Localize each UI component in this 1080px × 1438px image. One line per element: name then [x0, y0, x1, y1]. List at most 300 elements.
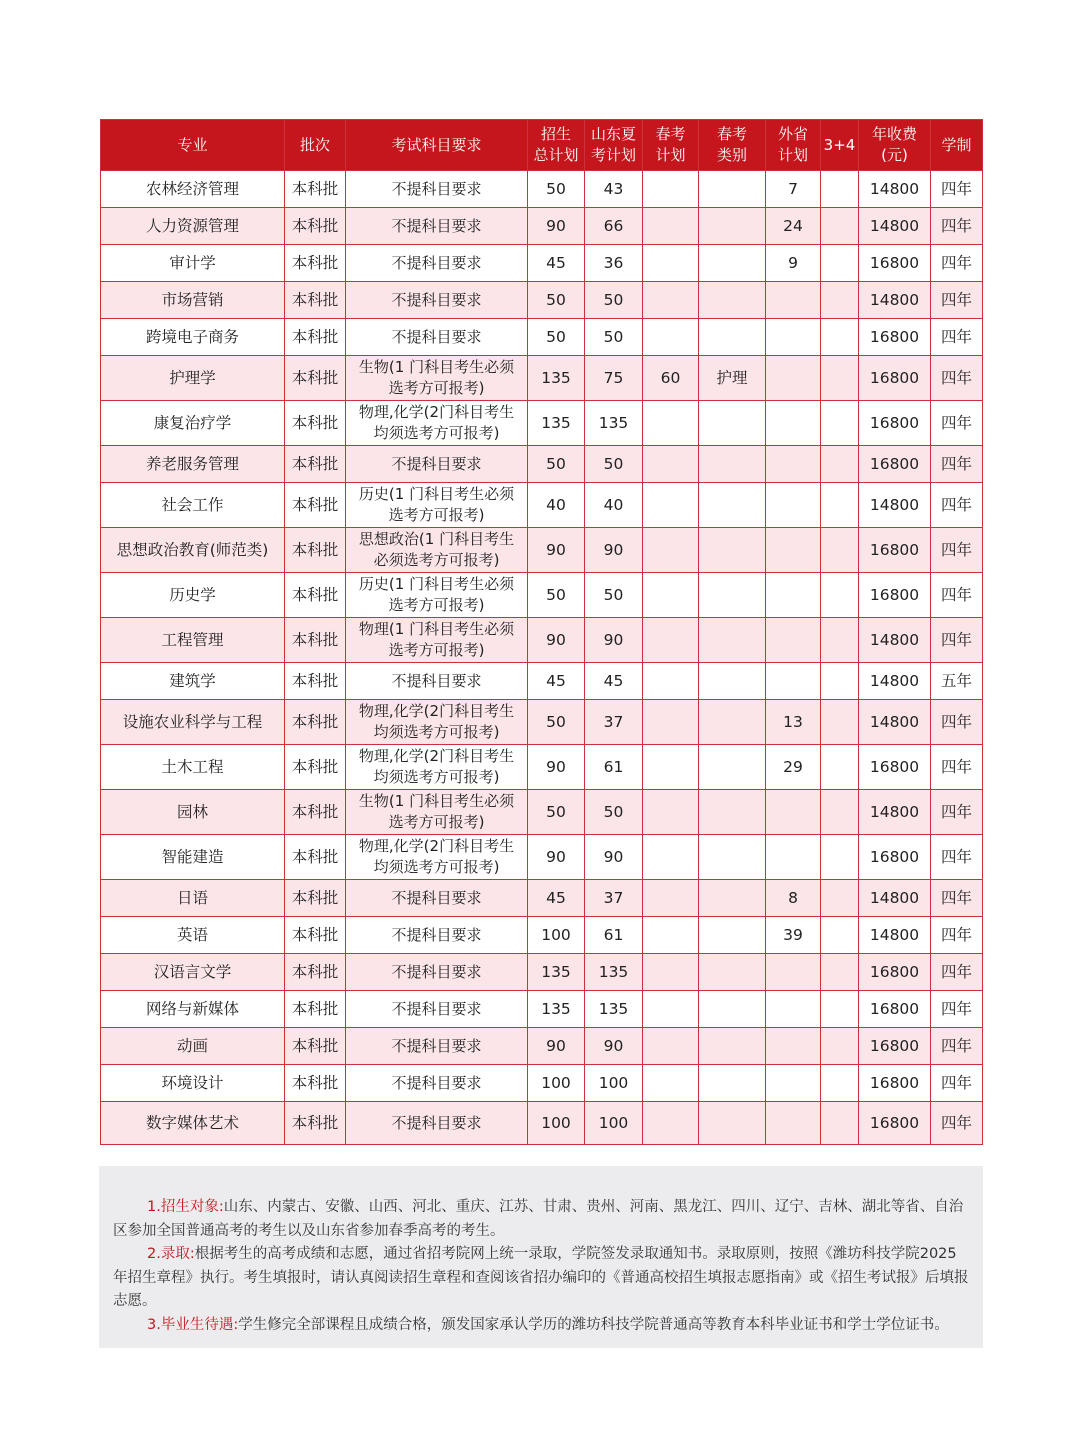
summer-plan-cell: 37	[585, 880, 643, 917]
other-province-cell	[766, 663, 821, 700]
duration-cell: 四年	[931, 954, 983, 991]
batch-cell: 本科批	[285, 880, 346, 917]
other-province-cell	[766, 446, 821, 483]
major-cell: 思想政治教育(师范类)	[101, 528, 285, 573]
annual-fee-cell: 14800	[859, 880, 931, 917]
major-cell: 历史学	[101, 573, 285, 618]
total-plan-cell: 90	[528, 618, 585, 663]
requirement-cell	[346, 1065, 528, 1102]
major-cell: 养老服务管理	[101, 446, 285, 483]
requirement-line: 思想政治(1 门科目考生	[358, 530, 515, 548]
spring-category-cell	[699, 991, 766, 1028]
duration-cell: 四年	[931, 618, 983, 663]
requirement-line: 选考方可报考)	[388, 596, 485, 614]
summer-plan-cell: 50	[585, 319, 643, 356]
summer-plan-cell: 100	[585, 1102, 643, 1145]
spring-category-cell	[699, 835, 766, 880]
spring-plan-cell	[643, 1028, 699, 1065]
spring-category-cell	[699, 401, 766, 446]
total-plan-cell: 100	[528, 1065, 585, 1102]
summer-plan-cell: 50	[585, 573, 643, 618]
requirement-line: 均须选考方可报考)	[373, 723, 500, 741]
note-label: 1.招生对象:	[147, 1199, 224, 1215]
other-province-cell	[766, 835, 821, 880]
column-header	[528, 120, 585, 171]
total-plan-cell: 90	[528, 745, 585, 790]
three-plus-four-cell	[821, 245, 859, 282]
duration-cell: 四年	[931, 745, 983, 790]
total-plan-cell: 90	[528, 1028, 585, 1065]
requirement-line: 不提科目要求	[391, 216, 482, 235]
batch-cell: 本科批	[285, 528, 346, 573]
major-cell: 网络与新媒体	[101, 991, 285, 1028]
requirement-line: 不提科目要求	[391, 671, 482, 690]
total-plan-cell: 135	[528, 991, 585, 1028]
batch-cell: 本科批	[285, 401, 346, 446]
requirement-cell	[346, 880, 528, 917]
annual-fee-cell: 14800	[859, 282, 931, 319]
requirement-cell	[346, 483, 528, 528]
three-plus-four-cell	[821, 573, 859, 618]
major-cell: 设施农业科学与工程	[101, 700, 285, 745]
header-text: 春考	[655, 125, 686, 143]
batch-cell: 本科批	[285, 282, 346, 319]
requirement-line: 均须选考方可报考)	[373, 424, 500, 442]
column-header	[346, 120, 528, 171]
spring-category-cell	[699, 245, 766, 282]
total-plan-cell: 100	[528, 917, 585, 954]
requirement-line: 物理(1 门科目考生必须	[358, 620, 515, 638]
major-cell: 环境设计	[101, 1065, 285, 1102]
header-text: 招生	[540, 125, 571, 143]
header-text: 考计划	[590, 146, 636, 164]
column-header	[699, 120, 766, 171]
requirement-cell	[346, 401, 528, 446]
requirement-cell	[346, 319, 528, 356]
spring-category-cell	[699, 917, 766, 954]
annual-fee-cell: 14800	[859, 663, 931, 700]
spring-category-cell	[699, 700, 766, 745]
table-row	[101, 208, 983, 245]
requirement-line: 生物(1 门科目考生必须	[358, 792, 515, 810]
requirement-line: 选考方可报考)	[388, 641, 485, 659]
table-row	[101, 356, 983, 401]
table-row	[101, 618, 983, 663]
summer-plan-cell: 90	[585, 528, 643, 573]
three-plus-four-cell	[821, 618, 859, 663]
other-province-cell	[766, 319, 821, 356]
requirement-cell	[346, 663, 528, 700]
requirement-line: 生物(1 门科目考生必须	[358, 358, 515, 376]
requirement-cell	[346, 700, 528, 745]
other-province-cell	[766, 618, 821, 663]
spring-category-cell	[699, 663, 766, 700]
requirement-line: 选考方可报考)	[388, 379, 485, 397]
spring-category-cell: 护理	[699, 356, 766, 401]
batch-cell: 本科批	[285, 446, 346, 483]
header-text: 专业	[177, 135, 208, 154]
annual-fee-cell: 14800	[859, 618, 931, 663]
duration-cell: 四年	[931, 528, 983, 573]
three-plus-four-cell	[821, 401, 859, 446]
header-text: 外省	[777, 125, 808, 143]
requirement-line: 物理,化学(2门科目考生	[358, 403, 515, 421]
batch-cell: 本科批	[285, 954, 346, 991]
spring-category-cell	[699, 483, 766, 528]
summer-plan-cell: 40	[585, 483, 643, 528]
three-plus-four-cell	[821, 171, 859, 208]
spring-plan-cell	[643, 745, 699, 790]
summer-plan-cell: 135	[585, 401, 643, 446]
total-plan-cell: 135	[528, 401, 585, 446]
annual-fee-cell: 16800	[859, 528, 931, 573]
three-plus-four-cell	[821, 880, 859, 917]
major-cell: 英语	[101, 917, 285, 954]
three-plus-four-cell	[821, 208, 859, 245]
header-text: 考试科目要求	[391, 135, 482, 154]
table-row	[101, 319, 983, 356]
spring-category-cell	[699, 171, 766, 208]
table-row	[101, 1028, 983, 1065]
duration-cell: 四年	[931, 245, 983, 282]
other-province-cell: 24	[766, 208, 821, 245]
requirement-cell	[346, 573, 528, 618]
annual-fee-cell: 16800	[859, 446, 931, 483]
spring-plan-cell	[643, 483, 699, 528]
three-plus-four-cell	[821, 991, 859, 1028]
column-header	[766, 120, 821, 171]
spring-plan-cell	[643, 1102, 699, 1145]
spring-category-cell	[699, 618, 766, 663]
spring-plan-cell	[643, 991, 699, 1028]
other-province-cell	[766, 991, 821, 1028]
total-plan-cell: 45	[528, 245, 585, 282]
major-cell: 社会工作	[101, 483, 285, 528]
batch-cell: 本科批	[285, 700, 346, 745]
duration-cell: 四年	[931, 573, 983, 618]
table-row	[101, 573, 983, 618]
note-label: 2.录取:	[147, 1246, 195, 1262]
spring-plan-cell	[643, 282, 699, 319]
column-header	[585, 120, 643, 171]
total-plan-cell: 50	[528, 790, 585, 835]
annual-fee-cell: 14800	[859, 483, 931, 528]
requirement-line: 物理,化学(2门科目考生	[358, 702, 515, 720]
note-text: 山东、内蒙古、安徽、山西、河北、重庆、江苏、甘肃、贵州、河南、黑龙江、四川、辽宁、吉林、湖北等省、自治区参加全国普通高考的考生以及山东省参加春季高考的考生。	[113, 1199, 964, 1239]
requirement-line: 不提科目要求	[391, 454, 482, 473]
header-row	[101, 120, 983, 171]
spring-plan-cell	[643, 171, 699, 208]
three-plus-four-cell	[821, 700, 859, 745]
other-province-cell	[766, 954, 821, 991]
other-province-cell: 29	[766, 745, 821, 790]
batch-cell: 本科批	[285, 356, 346, 401]
major-cell: 土木工程	[101, 745, 285, 790]
requirement-cell	[346, 745, 528, 790]
duration-cell: 四年	[931, 171, 983, 208]
table-row	[101, 1102, 983, 1145]
header-text: (元)	[881, 146, 908, 164]
column-header	[931, 120, 983, 171]
three-plus-four-cell	[821, 483, 859, 528]
spring-plan-cell	[643, 618, 699, 663]
annual-fee-cell: 16800	[859, 356, 931, 401]
annual-fee-cell: 16800	[859, 991, 931, 1028]
requirement-cell	[346, 991, 528, 1028]
total-plan-cell: 135	[528, 356, 585, 401]
summer-plan-cell: 90	[585, 618, 643, 663]
annual-fee-cell: 16800	[859, 245, 931, 282]
spring-plan-cell	[643, 663, 699, 700]
requirement-line: 不提科目要求	[391, 1113, 482, 1132]
batch-cell: 本科批	[285, 1028, 346, 1065]
spring-category-cell	[699, 319, 766, 356]
other-province-cell	[766, 1028, 821, 1065]
total-plan-cell: 90	[528, 208, 585, 245]
summer-plan-cell: 61	[585, 745, 643, 790]
major-cell: 工程管理	[101, 618, 285, 663]
summer-plan-cell: 75	[585, 356, 643, 401]
requirement-line: 物理,化学(2门科目考生	[358, 747, 515, 765]
batch-cell: 本科批	[285, 663, 346, 700]
summer-plan-cell: 66	[585, 208, 643, 245]
spring-category-cell	[699, 1028, 766, 1065]
spring-category-cell	[699, 573, 766, 618]
spring-plan-cell	[643, 401, 699, 446]
duration-cell: 四年	[931, 1102, 983, 1145]
requirement-cell	[346, 790, 528, 835]
note-label: 3.毕业生待遇:	[147, 1316, 239, 1333]
table-row	[101, 663, 983, 700]
requirement-line: 选考方可报考)	[388, 813, 485, 831]
three-plus-four-cell	[821, 835, 859, 880]
admission-plan-table	[100, 119, 983, 1145]
batch-cell: 本科批	[285, 745, 346, 790]
requirement-line: 不提科目要求	[391, 179, 482, 198]
major-cell: 康复治疗学	[101, 401, 285, 446]
annual-fee-cell: 16800	[859, 954, 931, 991]
requirement-line: 历史(1 门科目考生必须	[358, 485, 515, 503]
three-plus-four-cell	[821, 356, 859, 401]
requirement-line: 不提科目要求	[391, 253, 482, 272]
duration-cell: 四年	[931, 356, 983, 401]
spring-category-cell	[699, 1102, 766, 1145]
major-cell: 人力资源管理	[101, 208, 285, 245]
table-row	[101, 700, 983, 745]
table-row	[101, 991, 983, 1028]
annual-fee-cell: 16800	[859, 745, 931, 790]
batch-cell: 本科批	[285, 245, 346, 282]
column-header	[285, 120, 346, 171]
header-text: 春考	[716, 125, 747, 143]
table-row	[101, 1065, 983, 1102]
table-row	[101, 401, 983, 446]
duration-cell: 四年	[931, 208, 983, 245]
spring-category-cell	[699, 446, 766, 483]
spring-category-cell	[699, 1065, 766, 1102]
requirement-line: 不提科目要求	[391, 999, 482, 1018]
batch-cell: 本科批	[285, 991, 346, 1028]
requirement-line: 均须选考方可报考)	[373, 858, 500, 876]
duration-cell: 四年	[931, 700, 983, 745]
note-text: 学生修完全部课程且成绩合格，颁发国家承认学历的潍坊科技学院普通高等教育本科毕业证书和学士学位证书。	[238, 1316, 949, 1333]
header-text: 学制	[941, 135, 972, 154]
summer-plan-cell: 135	[585, 954, 643, 991]
annual-fee-cell: 16800	[859, 401, 931, 446]
annual-fee-cell: 16800	[859, 319, 931, 356]
batch-cell: 本科批	[285, 483, 346, 528]
total-plan-cell: 50	[528, 171, 585, 208]
spring-category-cell	[699, 528, 766, 573]
column-header	[101, 120, 285, 171]
requirement-line: 不提科目要求	[391, 327, 482, 346]
requirement-cell	[346, 208, 528, 245]
summer-plan-cell: 36	[585, 245, 643, 282]
three-plus-four-cell	[821, 745, 859, 790]
duration-cell: 四年	[931, 1065, 983, 1102]
other-province-cell	[766, 790, 821, 835]
other-province-cell	[766, 528, 821, 573]
annual-fee-cell: 14800	[859, 171, 931, 208]
duration-cell: 四年	[931, 401, 983, 446]
requirement-cell	[346, 835, 528, 880]
summer-plan-cell: 37	[585, 700, 643, 745]
batch-cell: 本科批	[285, 573, 346, 618]
spring-category-cell	[699, 208, 766, 245]
other-province-cell	[766, 401, 821, 446]
requirement-cell	[346, 446, 528, 483]
header-text: 总计划	[533, 146, 579, 164]
requirement-cell	[346, 528, 528, 573]
spring-plan-cell	[643, 446, 699, 483]
note-item	[113, 1196, 970, 1243]
spring-category-cell	[699, 282, 766, 319]
annual-fee-cell: 16800	[859, 1065, 931, 1102]
total-plan-cell: 50	[528, 319, 585, 356]
spring-plan-cell	[643, 880, 699, 917]
duration-cell: 四年	[931, 483, 983, 528]
batch-cell: 本科批	[285, 1065, 346, 1102]
requirement-cell	[346, 282, 528, 319]
batch-cell: 本科批	[285, 835, 346, 880]
three-plus-four-cell	[821, 1065, 859, 1102]
duration-cell: 四年	[931, 880, 983, 917]
total-plan-cell: 90	[528, 528, 585, 573]
major-cell: 建筑学	[101, 663, 285, 700]
table-row	[101, 171, 983, 208]
summer-plan-cell: 45	[585, 663, 643, 700]
major-cell: 数字媒体艺术	[101, 1102, 285, 1145]
table-row	[101, 954, 983, 991]
summer-plan-cell: 90	[585, 835, 643, 880]
annual-fee-cell: 14800	[859, 917, 931, 954]
major-cell: 农林经济管理	[101, 171, 285, 208]
summer-plan-cell: 43	[585, 171, 643, 208]
requirement-line: 不提科目要求	[391, 290, 482, 309]
spring-plan-cell	[643, 954, 699, 991]
other-province-cell	[766, 356, 821, 401]
major-cell: 审计学	[101, 245, 285, 282]
summer-plan-cell: 90	[585, 1028, 643, 1065]
column-header	[643, 120, 699, 171]
batch-cell: 本科批	[285, 319, 346, 356]
header-text: 年收费	[871, 125, 917, 143]
spring-plan-cell	[643, 917, 699, 954]
note-item	[113, 1243, 970, 1314]
duration-cell: 四年	[931, 319, 983, 356]
table-row	[101, 745, 983, 790]
three-plus-four-cell	[821, 319, 859, 356]
requirement-cell	[346, 1028, 528, 1065]
three-plus-four-cell	[821, 917, 859, 954]
requirement-cell	[346, 171, 528, 208]
duration-cell: 四年	[931, 917, 983, 954]
batch-cell: 本科批	[285, 1102, 346, 1145]
three-plus-four-cell	[821, 790, 859, 835]
table-row	[101, 483, 983, 528]
requirement-line: 不提科目要求	[391, 1036, 482, 1055]
header-text: 3+4	[823, 135, 856, 154]
requirement-line: 不提科目要求	[391, 962, 482, 981]
header-text: 计划	[777, 146, 808, 164]
spring-plan-cell	[643, 700, 699, 745]
three-plus-four-cell	[821, 663, 859, 700]
major-cell: 日语	[101, 880, 285, 917]
table-row	[101, 245, 983, 282]
requirement-line: 不提科目要求	[391, 1073, 482, 1092]
other-province-cell	[766, 282, 821, 319]
header-text: 山东夏	[590, 125, 636, 143]
summer-plan-cell: 50	[585, 446, 643, 483]
total-plan-cell: 100	[528, 1102, 585, 1145]
total-plan-cell: 90	[528, 835, 585, 880]
header-text: 计划	[655, 146, 686, 164]
total-plan-cell: 50	[528, 700, 585, 745]
spring-plan-cell	[643, 790, 699, 835]
three-plus-four-cell	[821, 954, 859, 991]
table-header	[101, 120, 983, 171]
major-cell: 动画	[101, 1028, 285, 1065]
spring-category-cell	[699, 880, 766, 917]
spring-plan-cell: 60	[643, 356, 699, 401]
other-province-cell	[766, 1102, 821, 1145]
summer-plan-cell: 50	[585, 790, 643, 835]
total-plan-cell: 40	[528, 483, 585, 528]
annual-fee-cell: 16800	[859, 835, 931, 880]
other-province-cell: 13	[766, 700, 821, 745]
batch-cell: 本科批	[285, 618, 346, 663]
spring-category-cell	[699, 745, 766, 790]
notes-panel	[99, 1166, 983, 1348]
summer-plan-cell: 100	[585, 1065, 643, 1102]
total-plan-cell: 50	[528, 573, 585, 618]
total-plan-cell: 50	[528, 282, 585, 319]
three-plus-four-cell	[821, 528, 859, 573]
major-cell: 汉语言文学	[101, 954, 285, 991]
major-cell: 园林	[101, 790, 285, 835]
major-cell: 护理学	[101, 356, 285, 401]
column-header	[859, 120, 931, 171]
table-body	[101, 171, 983, 1145]
spring-plan-cell	[643, 319, 699, 356]
spring-plan-cell	[643, 208, 699, 245]
table-row	[101, 917, 983, 954]
column-header	[821, 120, 859, 171]
note-item	[113, 1314, 970, 1338]
summer-plan-cell: 135	[585, 991, 643, 1028]
summer-plan-cell: 50	[585, 282, 643, 319]
other-province-cell: 39	[766, 917, 821, 954]
